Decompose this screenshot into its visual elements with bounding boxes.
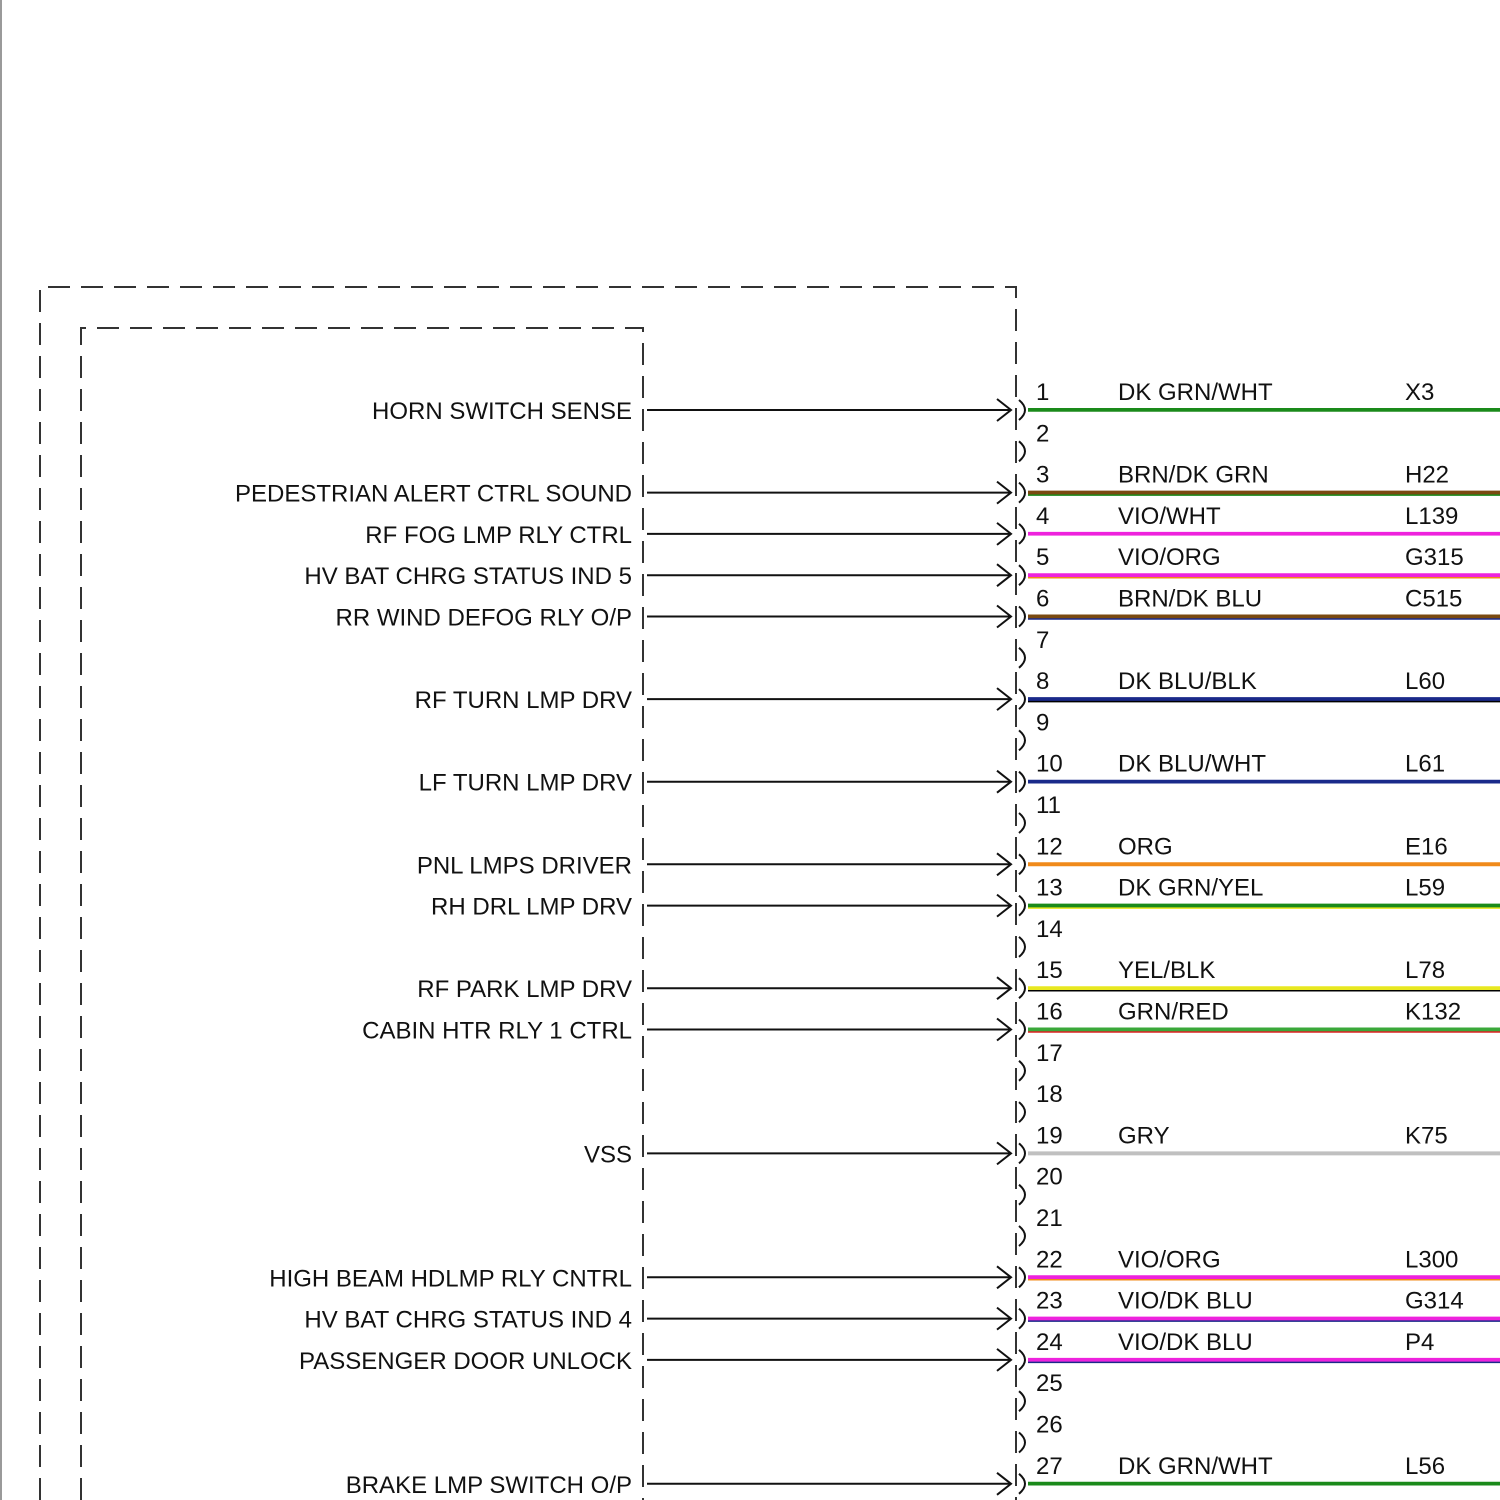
pin-number: 6 [1036, 585, 1050, 613]
circuit-number: X3 [1405, 379, 1435, 406]
circuit-number: G315 [1405, 544, 1464, 572]
circuit-number: P4 [1405, 1328, 1435, 1356]
signal-label: PASSENGER DOOR UNLOCK [299, 1347, 632, 1375]
connector-bracket [1019, 730, 1025, 750]
wire-color-label: DK BLU/WHT [1118, 750, 1267, 778]
signal-label: CABIN HTR RLY 1 CTRL [362, 1017, 632, 1045]
pin-row-22 [269, 1246, 1500, 1292]
wire-color-label: BRN/DK GRN [1118, 461, 1269, 489]
connector-bracket [1019, 1143, 1025, 1163]
wire-color-label: ORG [1118, 833, 1173, 861]
connector-bracket [1019, 524, 1025, 544]
pin-row-10 [419, 751, 1500, 797]
pin-row-13 [431, 875, 1500, 921]
pin-row-11 [1019, 792, 1061, 833]
pin-number: 23 [1036, 1287, 1063, 1315]
signal-label: RF PARK LMP DRV [417, 976, 632, 1004]
circuit-number: C515 [1405, 585, 1463, 613]
wire-color-label: DK GRN/WHT [1118, 379, 1273, 406]
pin-number: 24 [1036, 1328, 1063, 1356]
pin-row-17 [1019, 1040, 1063, 1081]
signal-label: RF FOG LMP RLY CTRL [365, 521, 632, 549]
circuit-number: L60 [1405, 668, 1446, 696]
pin-number: 19 [1036, 1122, 1063, 1150]
pin-row-9 [1019, 709, 1049, 750]
circuit-number: L300 [1405, 1246, 1459, 1274]
signal-label: HV BAT CHRG STATUS IND 4 [304, 1306, 632, 1334]
pin-number: 13 [1036, 874, 1063, 902]
circuit-number: H22 [1405, 461, 1450, 489]
pin-row-20 [1019, 1164, 1063, 1205]
wire-color-label: DK BLU/BLK [1118, 668, 1257, 696]
connector-bracket [1019, 607, 1025, 627]
pin-number: 2 [1036, 420, 1050, 448]
pin-row-23 [304, 1288, 1500, 1334]
connector-bracket [1019, 400, 1025, 420]
signal-label: RR WIND DEFOG RLY O/P [335, 604, 632, 632]
circuit-number: K132 [1405, 998, 1462, 1026]
connector-bracket [1019, 1391, 1025, 1411]
wire-color-label: VIO/ORG [1118, 544, 1221, 572]
wire-color-label: VIO/WHT [1118, 502, 1221, 530]
connector-bracket [1019, 1350, 1025, 1370]
pin-number: 12 [1036, 833, 1063, 861]
connector-bracket [1019, 1474, 1025, 1494]
pin-row-6 [336, 586, 1500, 632]
pin-number: 3 [1036, 461, 1050, 489]
pin-number: 17 [1036, 1039, 1063, 1067]
pin-number: 25 [1036, 1370, 1063, 1398]
connector-bracket [1019, 937, 1025, 957]
pin-number: 14 [1036, 915, 1063, 943]
pin-row-1 [372, 379, 1500, 425]
pin-row-2 [1019, 420, 1049, 461]
signal-label: RF TURN LMP DRV [414, 687, 632, 715]
connector-bracket [1019, 813, 1025, 833]
pin-number: 16 [1036, 998, 1063, 1026]
wire-color-label: BRN/DK BLU [1118, 585, 1263, 613]
wire-color-label: DK GRN/WHT [1118, 1452, 1273, 1480]
connector-bracket [1019, 854, 1025, 874]
connector-bracket [1019, 648, 1025, 668]
signal-label: VSS [583, 1141, 632, 1169]
pin-row-7 [1019, 627, 1049, 668]
connector-bracket [1019, 1020, 1025, 1040]
signal-label: PNL LMPS DRIVER [416, 852, 632, 880]
connector-bracket [1019, 1102, 1025, 1122]
connector-bracket [1019, 565, 1025, 585]
connector-bracket [1019, 441, 1025, 461]
circuit-number: E16 [1405, 833, 1448, 861]
pin-number: 10 [1036, 750, 1063, 778]
pin-row-12 [417, 833, 1500, 879]
pin-number: 11 [1036, 792, 1061, 819]
pin-row-27 [346, 1453, 1500, 1499]
signal-label: RH DRL LMP DRV [431, 893, 632, 921]
circuit-number: G314 [1405, 1287, 1464, 1315]
pin-number: 15 [1036, 957, 1063, 985]
pin-number: 9 [1036, 709, 1050, 737]
wire-color-label: YEL/BLK [1118, 957, 1216, 985]
connector-pin-rows [235, 379, 1500, 1499]
pin-row-24 [299, 1329, 1500, 1375]
pin-number: 22 [1036, 1246, 1063, 1274]
connector-bracket [1019, 1061, 1025, 1081]
connector-bracket [1019, 1433, 1025, 1453]
circuit-number: L78 [1405, 957, 1446, 985]
signal-label: BRAKE LMP SWITCH O/P [345, 1471, 632, 1499]
pin-row-14 [1019, 916, 1063, 957]
circuit-number: L139 [1405, 502, 1459, 530]
circuit-number: L56 [1405, 1452, 1446, 1480]
circuit-number: L61 [1405, 750, 1446, 778]
pin-row-8 [415, 668, 1500, 714]
connector-bracket [1019, 689, 1025, 709]
pin-number: 21 [1036, 1205, 1063, 1232]
pin-row-25 [1019, 1370, 1063, 1411]
pin-row-4 [365, 503, 1500, 549]
wire-color-label: VIO/DK BLU [1118, 1328, 1253, 1356]
wire-color-label: GRN/RED [1118, 998, 1229, 1026]
connector-bracket [1019, 1309, 1025, 1329]
circuit-number: L59 [1405, 874, 1446, 902]
pin-number: 20 [1036, 1163, 1063, 1191]
connector-bracket [1019, 1226, 1025, 1246]
pin-number: 5 [1036, 544, 1050, 572]
pin-number: 4 [1036, 502, 1050, 530]
circuit-number: K75 [1405, 1122, 1448, 1150]
pin-number: 18 [1036, 1081, 1063, 1109]
pin-row-21 [1019, 1205, 1063, 1246]
signal-label: HORN SWITCH SENSE [371, 398, 632, 425]
connector-bracket [1019, 896, 1025, 916]
pin-row-19 [584, 1122, 1500, 1168]
signal-label: HIGH BEAM HDLMP RLY CNTRL [269, 1265, 632, 1293]
wire-color-label: VIO/DK BLU [1118, 1287, 1253, 1315]
pin-row-5 [304, 544, 1500, 590]
connector-bracket [1019, 483, 1025, 503]
signal-label: LF TURN LMP DRV [418, 769, 632, 797]
connector-bracket [1019, 772, 1025, 792]
pin-number: 26 [1036, 1411, 1063, 1439]
pin-number: 1 [1036, 379, 1050, 406]
signal-label: PEDESTRIAN ALERT CTRL SOUND [235, 480, 632, 508]
pin-number: 8 [1036, 668, 1050, 696]
connector-bracket [1019, 978, 1025, 998]
pin-row-15 [417, 957, 1500, 1003]
wire-color-label: VIO/ORG [1118, 1246, 1221, 1274]
wire-color-label: GRY [1118, 1122, 1170, 1150]
pin-number: 27 [1036, 1452, 1063, 1480]
wire-color-label: DK GRN/YEL [1118, 874, 1264, 902]
pin-row-26 [1019, 1412, 1063, 1453]
connector-bracket [1019, 1267, 1025, 1287]
connector-bracket [1019, 1185, 1025, 1205]
pin-row-18 [1019, 1081, 1063, 1122]
signal-label: HV BAT CHRG STATUS IND 5 [304, 563, 632, 591]
pin-number: 7 [1036, 626, 1050, 654]
pin-row-16 [362, 999, 1500, 1045]
pin-row-3 [235, 462, 1500, 508]
